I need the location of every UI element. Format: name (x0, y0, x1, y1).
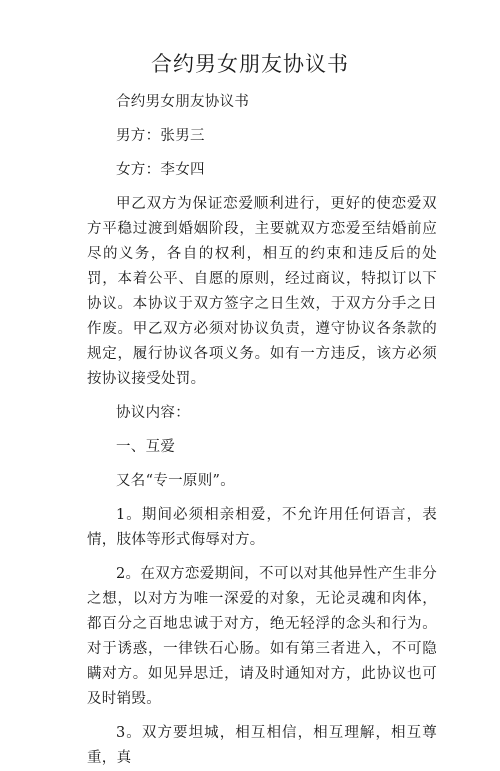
paragraph-item-3: 3。双方要坦城，相互相信，相互理解，相互尊重，真 (87, 725, 437, 766)
paragraph-gap (87, 115, 437, 124)
paragraph-item-2: 2。在双方恋爱期间，不可以对其他异性产生非分之想，以对方为唯一深爱的对象，无论灵魂和肉体，都百分之百地忠诚于对方，绝无轻浮的念头和行为。对于诱惑，一律铁石心肠。如有第三者进入，不可隐瞒对方。如见异思迁，请及时通知对方，此协议也可及时销毁。 (87, 566, 437, 707)
paragraph-gap (87, 392, 437, 401)
document-body (87, 90, 437, 771)
paragraph-gap (87, 553, 437, 562)
paragraph-gap (87, 494, 437, 503)
paragraph-preamble: 甲乙双方为保证恋爱顺利进行，更好的使恋爱双方平稳过渡到婚姻阶段，主要就双方恋爱至结婚前应尽的义务，各自的权利，相互的约束和违反后的处罚，本着公平、自愿的原则，经过商议，特拟订以下协议。本协议于双方签字之日生效，于双方分手之日作废。甲乙双方必须对协议负责，遵守协议各条款的规定，履行协议各项义务。如有一方违反，该方必须按协议接受处罚。 (87, 196, 437, 387)
paragraph-agreement-content: 协议内容： (116, 405, 190, 421)
paragraph-section-one: 一、互爱 (116, 439, 176, 455)
document-title: 合约男女朋友协议书 (151, 52, 349, 76)
paragraph-gap (87, 460, 437, 469)
paragraph-subtitle: 合约男女朋友协议书 (116, 94, 250, 110)
paragraph-also-known-as: 又名“专一原则”。 (116, 473, 236, 489)
paragraph-female-party: 女方：李女四 (116, 162, 205, 178)
paragraph-gap (87, 183, 437, 192)
paragraph-gap (87, 149, 437, 158)
paragraph-item-1: 1。期间必须相亲相爱，不允许用任何语言，表情，肢体等形式侮辱对方。 (87, 507, 437, 548)
paragraph-gap (87, 712, 437, 721)
paragraph-gap (87, 426, 437, 435)
paragraph-male-party: 男方：张男三 (116, 128, 205, 144)
